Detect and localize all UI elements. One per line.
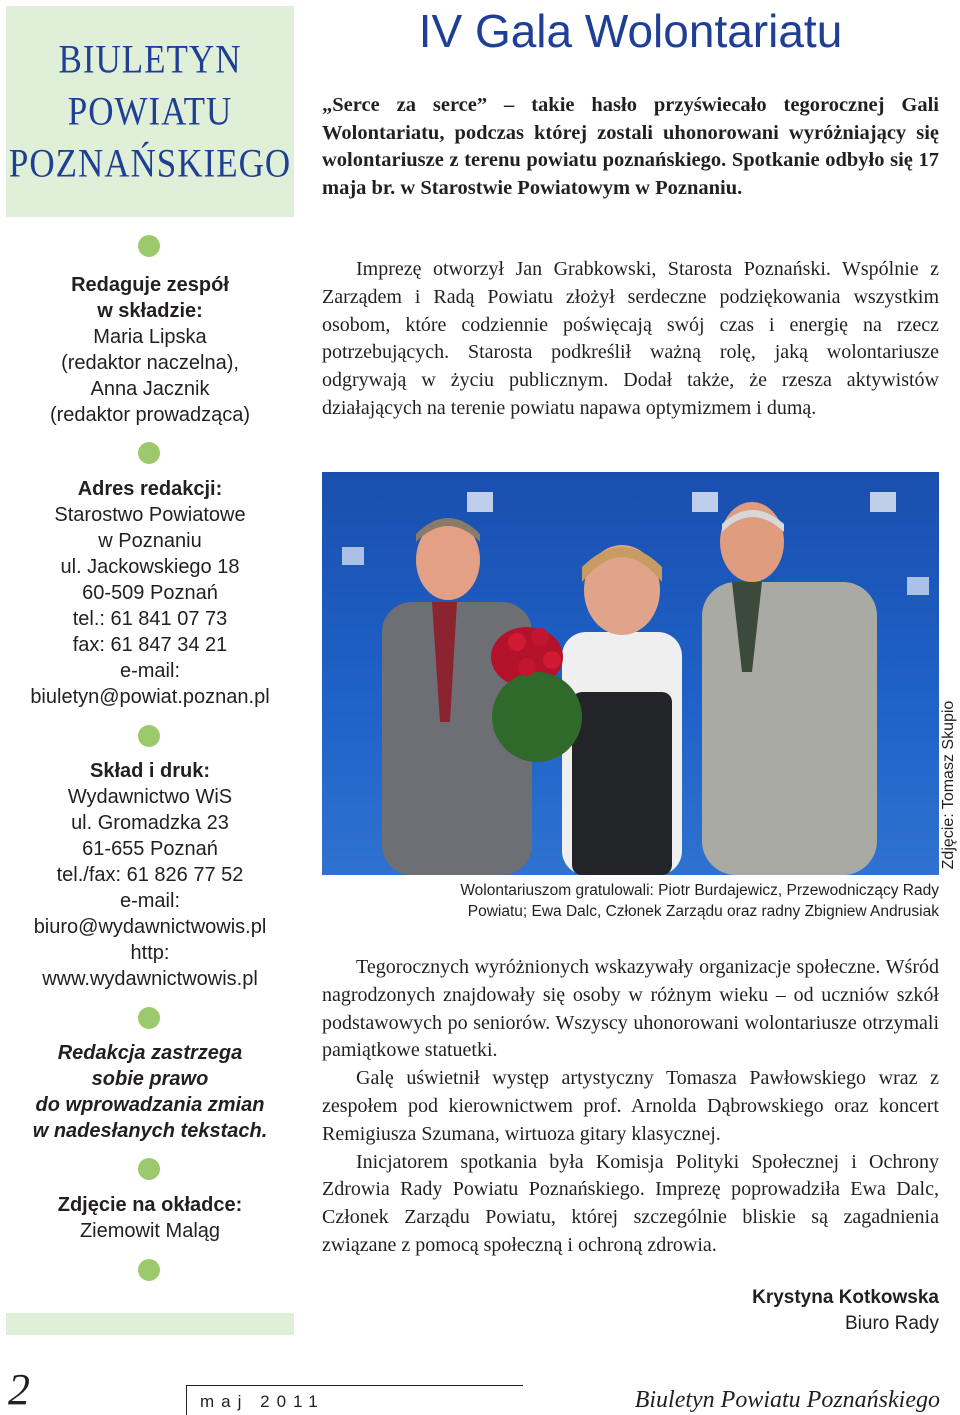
- editorial-line: (redaktor prowadząca): [49, 404, 251, 426]
- newsletter-title-line-1: BIULETYN: [58, 36, 242, 82]
- gala-photo: [322, 472, 939, 875]
- disclaimer-block: [0, 1040, 300, 1144]
- photo-caption-line: Wolontariuszom gratulowali: Piotr Burdajewicz, Przewodniczący Rady: [460, 882, 939, 899]
- print-line: Wydawnictwo WiS: [67, 786, 233, 808]
- bullet-dot-icon: [138, 1007, 160, 1029]
- editorial-line: Maria Lipska: [93, 326, 207, 348]
- editorial-line: (redaktor naczelna),: [61, 352, 239, 374]
- newsletter-title-line-3: POZNAŃSKIEGO: [8, 140, 292, 186]
- disclaimer-line: do wprowadzania zmian: [35, 1094, 265, 1116]
- newsletter-title-box: [6, 6, 294, 217]
- disclaimer-line: Redakcja zastrzega: [57, 1042, 243, 1064]
- footer-divider: [186, 1385, 187, 1415]
- print-line: 61-655 Poznań: [82, 838, 218, 860]
- sidebar-footer-bar: [6, 1313, 294, 1335]
- editorial-heading-2: w składzie:: [97, 300, 203, 322]
- print-line: tel./fax: 61 826 77 52: [56, 864, 244, 886]
- article-lead: „Serce za serce” – takie hasło przyświecało tegorocznej Gali Wolontariatu, podczas której zostali uhonorowani wyróżniający się wolontariusze z terenu powiatu poznańskiego. Spotkanie odbyło się 17 maja br. w Starostwie Powiatowym w Poznaniu.: [322, 94, 939, 199]
- address-email: biuletyn@powiat.poznan.pl: [30, 686, 270, 708]
- disclaimer-line: w nadesłanych tekstach.: [32, 1120, 268, 1142]
- print-line: http:: [130, 942, 170, 964]
- photo-caption-line: Powiatu; Ewa Dalc, Członek Zarządu oraz radny Zbigniew Andrusiak: [467, 903, 939, 920]
- editorial-heading-1: Redaguje zespół: [71, 274, 229, 296]
- photo-credit: Zdjęcie: Tomasz Skupio: [940, 700, 957, 870]
- author-name: Krystyna Kotkowska: [752, 1287, 939, 1308]
- editorial-address-block: [0, 476, 300, 710]
- cover-photo-heading: Zdjęcie na okładce:: [57, 1194, 243, 1216]
- publication-name: Biuletyn Powiatu Poznańskiego: [634, 1387, 940, 1413]
- article-signature: [620, 1285, 939, 1337]
- address-line: 60-509 Poznań: [82, 582, 218, 604]
- print-heading: Skład i druk:: [89, 760, 211, 782]
- address-line: fax: 61 847 34 21: [72, 634, 228, 656]
- disclaimer-line: sobie prawo: [91, 1068, 209, 1090]
- cover-photo-author: Ziemowit Maląg: [79, 1220, 221, 1242]
- address-line: ul. Jackowskiego 18: [60, 556, 240, 578]
- editorial-team-block: [0, 272, 300, 428]
- article-title: IV Gala Wolontariatu: [418, 5, 843, 57]
- article-paragraph: Tegorocznych wyróżnionych wskazywały organizacje społeczne. Wśród nagrodzonych znajdowały się osoby w różnym wieku – od uczniów szkół podstawowych po seniorów. Wszyscy uhonorowani wolontariusze otrzymali pamiątkowe statuetki.: [322, 956, 939, 1062]
- address-line: tel.: 61 841 07 73: [72, 608, 228, 630]
- address-heading: Adres redakcji:: [77, 478, 223, 500]
- author-office: Biuro Rady: [845, 1313, 939, 1334]
- address-line: e-mail:: [119, 660, 180, 682]
- article-paragraph: Galę uświetnił występ artystyczny Tomasza Pawłowskiego wraz z zespołem pod kierownictwem prof. Arnolda Dąbrowskiego oraz koncert Remigiusza Szumana, wirtuoza gitary klasycznej.: [322, 1067, 939, 1145]
- page-number: 2: [8, 1365, 30, 1414]
- article-body-bottom: [322, 954, 939, 1260]
- newsletter-title-line-2: POWIATU: [67, 88, 233, 134]
- bullet-dot-icon: [138, 725, 160, 747]
- print-line: e-mail:: [119, 890, 180, 912]
- bullet-dot-icon: [138, 235, 160, 257]
- editorial-line: Anna Jacznik: [90, 378, 210, 400]
- address-line: w Poznaniu: [98, 530, 202, 552]
- issue-date: maj 2011: [200, 1392, 325, 1411]
- bullet-dot-icon: [138, 1158, 160, 1180]
- print-info-block: [0, 758, 300, 992]
- article-body-top: [322, 256, 939, 423]
- photo-caption: [322, 880, 939, 922]
- article-paragraph: Inicjatorem spotkania była Komisja Polityki Społecznej i Ochrony Zdrowia Rady Powiatu Poznańskiego. Imprezę poprowadziła Ewa Dalc, Członek Zarządu Powiatu, której szczególnie bliskie są zagadnienia związane z pomocą społeczną i ochroną zdrowia.: [322, 1150, 939, 1256]
- print-website: www.wydawnictwowis.pl: [42, 968, 258, 990]
- gala-photo-illustration: [322, 472, 939, 875]
- article-paragraph: Imprezę otworzył Jan Grabkowski, Starosta Poznański. Wspólnie z Zarządem i Radą Powiatu złożył serdeczne podziękowania wszystkim osobom, które codziennie poświęcają swój czas i energię na rzecz potrzebujących. Starosta podkreślił ważną rolę, jaką wolontariusze odgrywają w życiu publicznym. Dodał także, że rzesza aktywistów działających na terenie powiatu napawa optymizmem i dumą.: [322, 258, 939, 419]
- print-email: biuro@wydawnictwowis.pl: [33, 916, 267, 938]
- bullet-dot-icon: [138, 1259, 160, 1281]
- address-line: Starostwo Powiatowe: [54, 504, 246, 526]
- print-line: ul. Gromadzka 23: [71, 812, 229, 834]
- bullet-dot-icon: [138, 442, 160, 464]
- footer-divider: [186, 1385, 523, 1386]
- cover-photo-credit-block: [0, 1192, 300, 1244]
